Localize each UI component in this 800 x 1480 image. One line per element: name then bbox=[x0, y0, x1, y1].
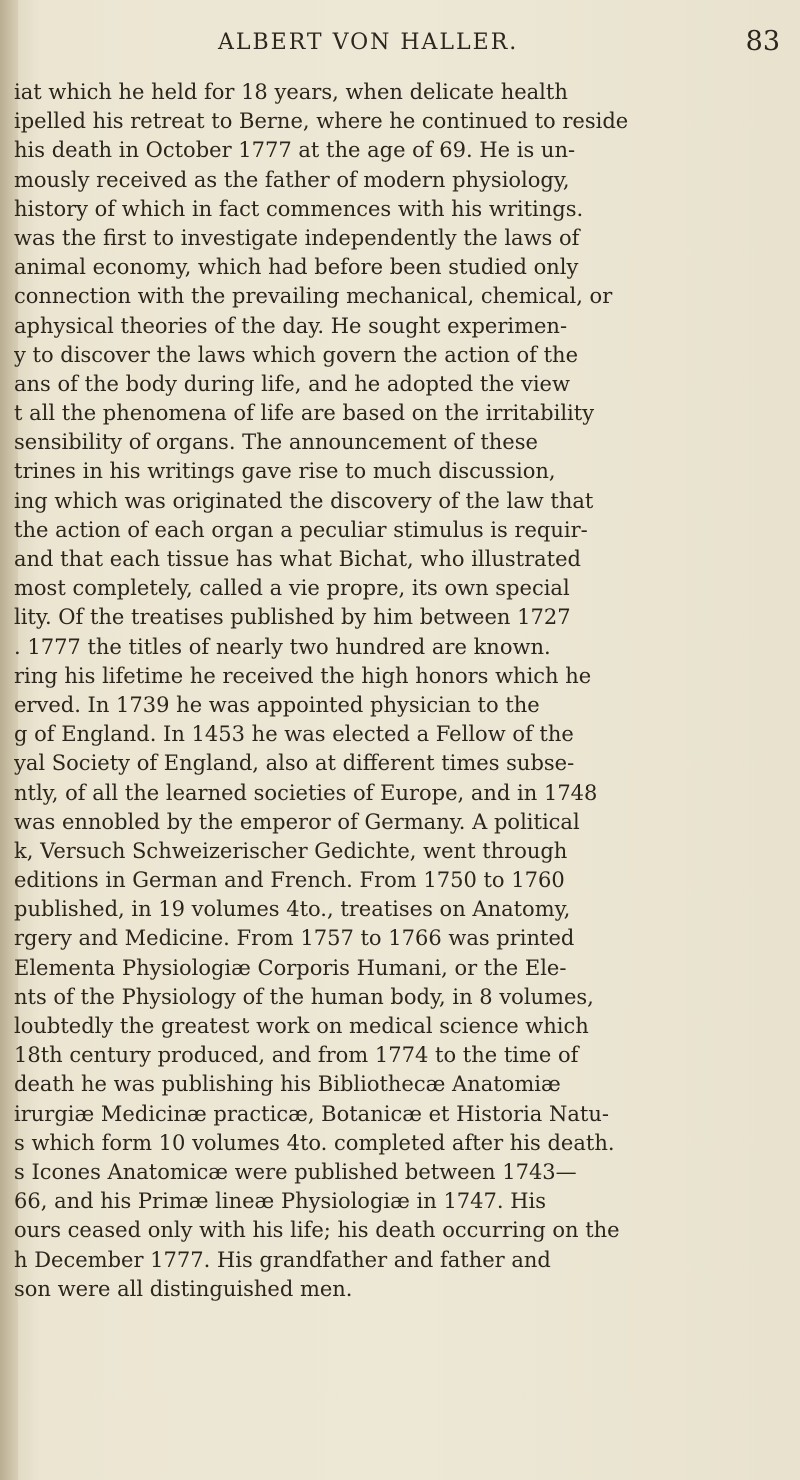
page-number: 83 bbox=[745, 26, 780, 57]
text-line: was ennobled by the emperor of Germany. A political bbox=[14, 809, 580, 834]
text-line: 66, and his Primæ lineæ Physiologiæ in 1747. His bbox=[14, 1189, 547, 1214]
text-line: nts of the Physiology of the human body, in 8 volumes, bbox=[14, 984, 594, 1009]
text-line: s which form 10 volumes 4to. completed after his death. bbox=[14, 1130, 615, 1155]
text-line: animal economy, which had before been studied only bbox=[14, 255, 579, 280]
text-line: history of which in fact commences with his writings. bbox=[14, 196, 584, 221]
text-line: ring his lifetime he received the high honors which he bbox=[14, 663, 592, 688]
text-line: was the first to investigate independently the laws of bbox=[14, 225, 580, 250]
text-line: 18th century produced, and from 1774 to the time of bbox=[14, 1043, 579, 1068]
text-line: ours ceased only with his life; his death occurring on the bbox=[14, 1218, 620, 1243]
text-line: connection with the prevailing mechanical, chemical, or bbox=[14, 284, 613, 309]
text-line: published, in 19 volumes 4to., treatises on Anatomy, bbox=[14, 897, 571, 922]
text-line: rgery and Medicine. From 1757 to 1766 was printed bbox=[14, 926, 575, 951]
text-line: death he was publishing his Bibliothecæ Anatomiæ bbox=[14, 1072, 561, 1097]
text-line: h December 1777. His grandfather and father and bbox=[14, 1247, 551, 1272]
text-line: trines in his writings gave rise to much discussion, bbox=[14, 459, 556, 484]
text-line: g of England. In 1453 he was elected a Fellow of the bbox=[14, 722, 574, 747]
text-line: iat which he held for 18 years, when delicate health bbox=[14, 80, 568, 104]
text-line: sensibility of organs. The announcement of these bbox=[14, 430, 538, 455]
text-line: yal Society of England, also at different times subse- bbox=[14, 751, 575, 776]
text-line: ipelled his retreat to Berne, where he continued to reside bbox=[14, 109, 629, 134]
text-line: ing which was originated the discovery of the law that bbox=[14, 488, 594, 513]
text-line: ntly, of all the learned societies of Europe, and in 1748 bbox=[14, 780, 598, 805]
text-line: the action of each organ a peculiar stimulus is requir- bbox=[14, 517, 588, 542]
text-line: y to discover the laws which govern the action of the bbox=[14, 342, 578, 367]
text-line: his death in October 1777 at the age of 69. He is un- bbox=[14, 138, 576, 163]
text-line: editions in German and French. From 1750 to 1760 bbox=[14, 868, 565, 893]
text-line: k, Versuch Schweizerischer Gedichte, went through bbox=[14, 838, 568, 863]
running-head bbox=[0, 22, 800, 62]
text-line: most completely, called a vie propre, its own special bbox=[14, 576, 570, 601]
body-text bbox=[14, 78, 800, 1304]
text-line: s Icones Anatomicæ were published between 1743— bbox=[14, 1159, 577, 1184]
text-line: son were all distinguished men. bbox=[14, 1276, 353, 1301]
text-line: aphysical theories of the day. He sought experimen- bbox=[14, 313, 568, 338]
text-line: erved. In 1739 he was appointed physician to the bbox=[14, 692, 540, 717]
text-line: and that each tissue has what Bichat, who illustrated bbox=[14, 547, 581, 571]
text-line: t all the phenomena of life are based on the irritability bbox=[14, 401, 595, 426]
text-line: mously received as the father of modern physiology, bbox=[14, 167, 570, 192]
text-line: . 1777 the titles of nearly two hundred are known. bbox=[14, 634, 551, 659]
text-line: lity. Of the treatises published by him between 1727 bbox=[14, 605, 571, 630]
text-line: irurgiæ Medicinæ practicæ, Botanicæ et Historia Natu- bbox=[14, 1101, 609, 1126]
text-line: loubtedly the greatest work on medical science which bbox=[14, 1014, 589, 1038]
text-line: ans of the body during life, and he adopted the view bbox=[14, 371, 570, 396]
text-line: Elementa Physiologiæ Corporis Humani, or the Ele- bbox=[14, 955, 567, 980]
running-title: ALBERT VON HALLER. bbox=[218, 30, 519, 55]
